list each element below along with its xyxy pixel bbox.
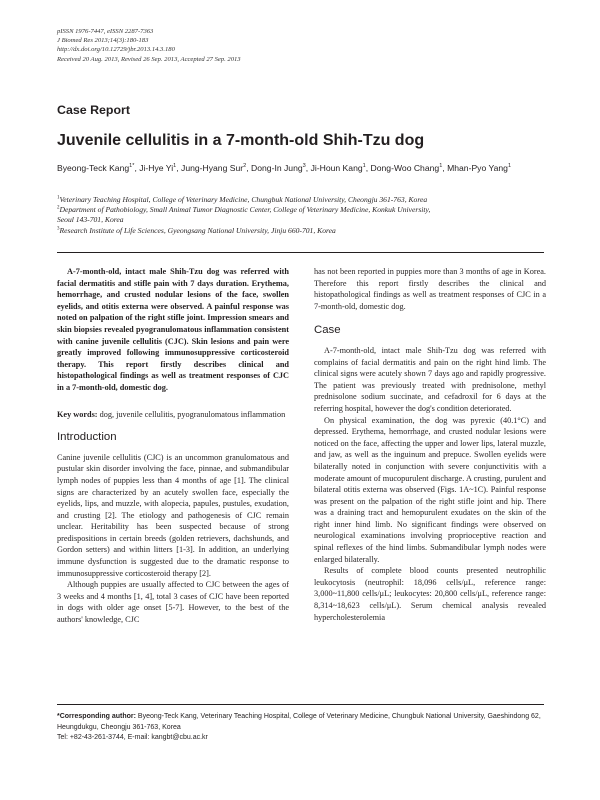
affiliation-2-continued: Seoul 143-701, Korea: [57, 215, 124, 225]
doi-link[interactable]: http://dx.doi.org/10.12729/jbr.2013.14.3.180: [57, 46, 175, 54]
author-name: Jung-Hyang Sur: [181, 163, 244, 173]
affiliation-1: $^1$Veterinary Teaching Hospital, College of Veterinary Medicine, Chungbuk National University, Cheongju 361-763, Korea: [57, 195, 428, 204]
correspondence-text: Byeong-Teck Kang, Veterinary Teaching Hospital, College of Veterinary Medicine, Chungbuk National University, Gaeshindong 62, Heungdukgu, Cheongju 361-763, Korea: [57, 713, 541, 731]
correspondence-contact: Tel: +82-43-261-3744, E-mail: kangbt@cbu.ac.kr: [57, 734, 208, 741]
keywords-label: Key words:: [57, 409, 98, 419]
author-affiliation-mark: 1: [362, 163, 366, 170]
introduction-paragraph: Although puppies are usually affected to CJC between the ages of 3 weeks and 4 months [1, 4], total 3 cases of CJC have been reported in dogs with older age onset [5-7]. However, to the best of the authors' knowledge, CJC: [57, 580, 289, 625]
author-name: Dong-In Jung: [251, 163, 303, 173]
issn-line: pISSN 1976-7447, eISSN 2287-7363: [57, 28, 154, 35]
article-title: Juvenile cellulitis in a 7-month-old Shih-Tzu dog: [57, 132, 425, 149]
left-column: [57, 266, 289, 626]
case-paragraph: On physical examination, the dog was pyrexic (40.1°C) and depressed. Erythema, hemorrhage, and crusted nodular lesions were noticed on the face, affecting the upper and lower lips, lateral muzzle, and jaw, as well as the inguinum and prepuce. Swollen eyelids were bilaterally noted in conjunction with severe conjunctivitis with a moderate amount of mucopurulent discharge. A crusting, purulent and bilateral otitis externa was observed (Figs. 1A~1C). Painful response was present on the palpation of the right stifle joint and hip. There was a draining tract and hemopurulent exudates on the skin of the right inner hind limb. No significant findings were observed on neurological examinations involving proprioceptive reaction and spinal reflexes of the hind limbs. Submandibular lymph nodes were enlarged bilaterally.: [314, 415, 546, 564]
author-affiliation-mark: 1*: [129, 163, 135, 170]
abstract: A-7-month-old, intact male Shih-Tzu dog was referred with facial dermatitis and stifle pain with 7 days duration. Erythema, hemorrhage, and crusted nodular lesions of the face, swollen eyelids, and otitis externa were observed. A painful response was noted on palpation of the right stifle joint. Impression smears and skin biopsies revealed pyogranulomatous inflammation consistent with canine juvenile cellulitis (CJC). Skin lesions and pain were greatly improved following immunosuppressive corticosteroid therapy. This report firstly describes clinical and histopathological findings as well as treatment responses of CJC in a 7-month-old, domestic dog.: [57, 267, 289, 392]
journal-citation: J Biomed Res 2013;14(3):180-183: [57, 37, 149, 45]
introduction-heading: Introduction: [57, 431, 117, 444]
right-column: [314, 266, 546, 623]
correspondence-label: *Corresponding author:: [57, 713, 136, 720]
author-name: Byeong-Teck Kang: [57, 163, 130, 173]
affiliation-2: $^2$Department of Pathobiology, Small Animal Tumor Diagnostic Center, College of Veterinary Medicine, Konkuk University,: [57, 205, 431, 215]
author-affiliation-mark: 1: [173, 163, 177, 170]
keywords-text: dog, juvenile cellulitis, pyogranulomatous inflammation: [97, 409, 286, 419]
introduction-continued: has not been reported in puppies more than 3 months of age in Korea. Therefore this report firstly describes the clinical and histopathological findings as well as treatment responses of CJC in a 7-month-old, domestic dog.: [314, 267, 546, 311]
correspondence-address: [57, 712, 544, 733]
author-affiliation-mark: 1: [507, 163, 512, 170]
author-list: Byeong-Teck Kang$^{1*}$, Ji-Hye Yi$^1$, Jung-Hyang Sur$^2$, Dong-In Jung$^3$, Ji-Houn Kang$^1$, Dong-Woo Chang$^1$, Mhan-Pyo Yang$^1$: [57, 163, 512, 173]
author-name: Ji-Houn Kang: [310, 163, 363, 173]
author-affiliation-mark: 2: [243, 163, 247, 170]
header-divider: [57, 252, 544, 253]
article-dates: Received 20 Aug. 2013, Revised 26 Sep. 2013, Accepted 27 Sep. 2013: [57, 55, 241, 63]
footer-divider: [57, 704, 544, 705]
article-metadata: [57, 27, 241, 64]
affiliations: [57, 195, 547, 236]
author-affiliation-mark: 1: [439, 163, 443, 170]
case-paragraph: A-7-month-old, intact male Shih-Tzu dog was referred with complains of facial dermatitis and pain on the right hind limb. The clinical signs were acutely shown 7 days ago and rapidly progressive. The patient was previously treated with prednisolone, methyl prednisolone sodium succinate, and cefadroxil for 6 days at the referring hospital, however the dog's condition deteriorated.: [314, 345, 546, 413]
author-affiliation-mark: 3: [302, 163, 306, 170]
affiliation-3: $^3$Research Institute of Life Sciences, Gyeongsang National University, Jinju 660-701, Korea: [57, 225, 336, 235]
author-name: Mhan-Pyo Yang: [447, 163, 508, 173]
author-name: Ji-Hye Yi: [139, 163, 174, 173]
author-name: Dong-Woo Chang: [370, 163, 440, 173]
article-type-label: Case Report: [57, 103, 130, 117]
introduction-paragraph: Canine juvenile cellulitis (CJC) is an uncommon granulomatous and pustular skin disorder involving the face, pinnae, and submandibular lymph nodes of puppies less than 4 months of age [1]. The clinical signs are characterized by an acutely swollen face, especially the eyelids, lips, and muzzle, with alopecia, papules, pustules, exudation, and crusting [2]. The etiology and pathogenesis of CJC remain unclear. Heritability has been suspected because of strong predispositions in certain breeds (golden retrievers, dachshunds, and Gordon setters) and within litters [1-3]. In addition, an underlying immune dysfunction is suggested due to the dramatic response to immunosuppressive corticosteroid therapy [2].: [57, 452, 289, 578]
case-paragraph: Results of complete blood counts presented neutrophilic leukocytosis (neutrophil: 18,096 cells/μL, reference range: 3,000~11,800 cells/μL; leukocytes: 20,800 cells/μL, reference range: 8,314~18,623 cells/μL). Serum chemical analysis revealed hypercholesterolemia: [314, 566, 546, 622]
case-heading: Case: [314, 324, 341, 337]
correspondence-footnote: [57, 712, 544, 744]
keywords: [57, 409, 289, 421]
